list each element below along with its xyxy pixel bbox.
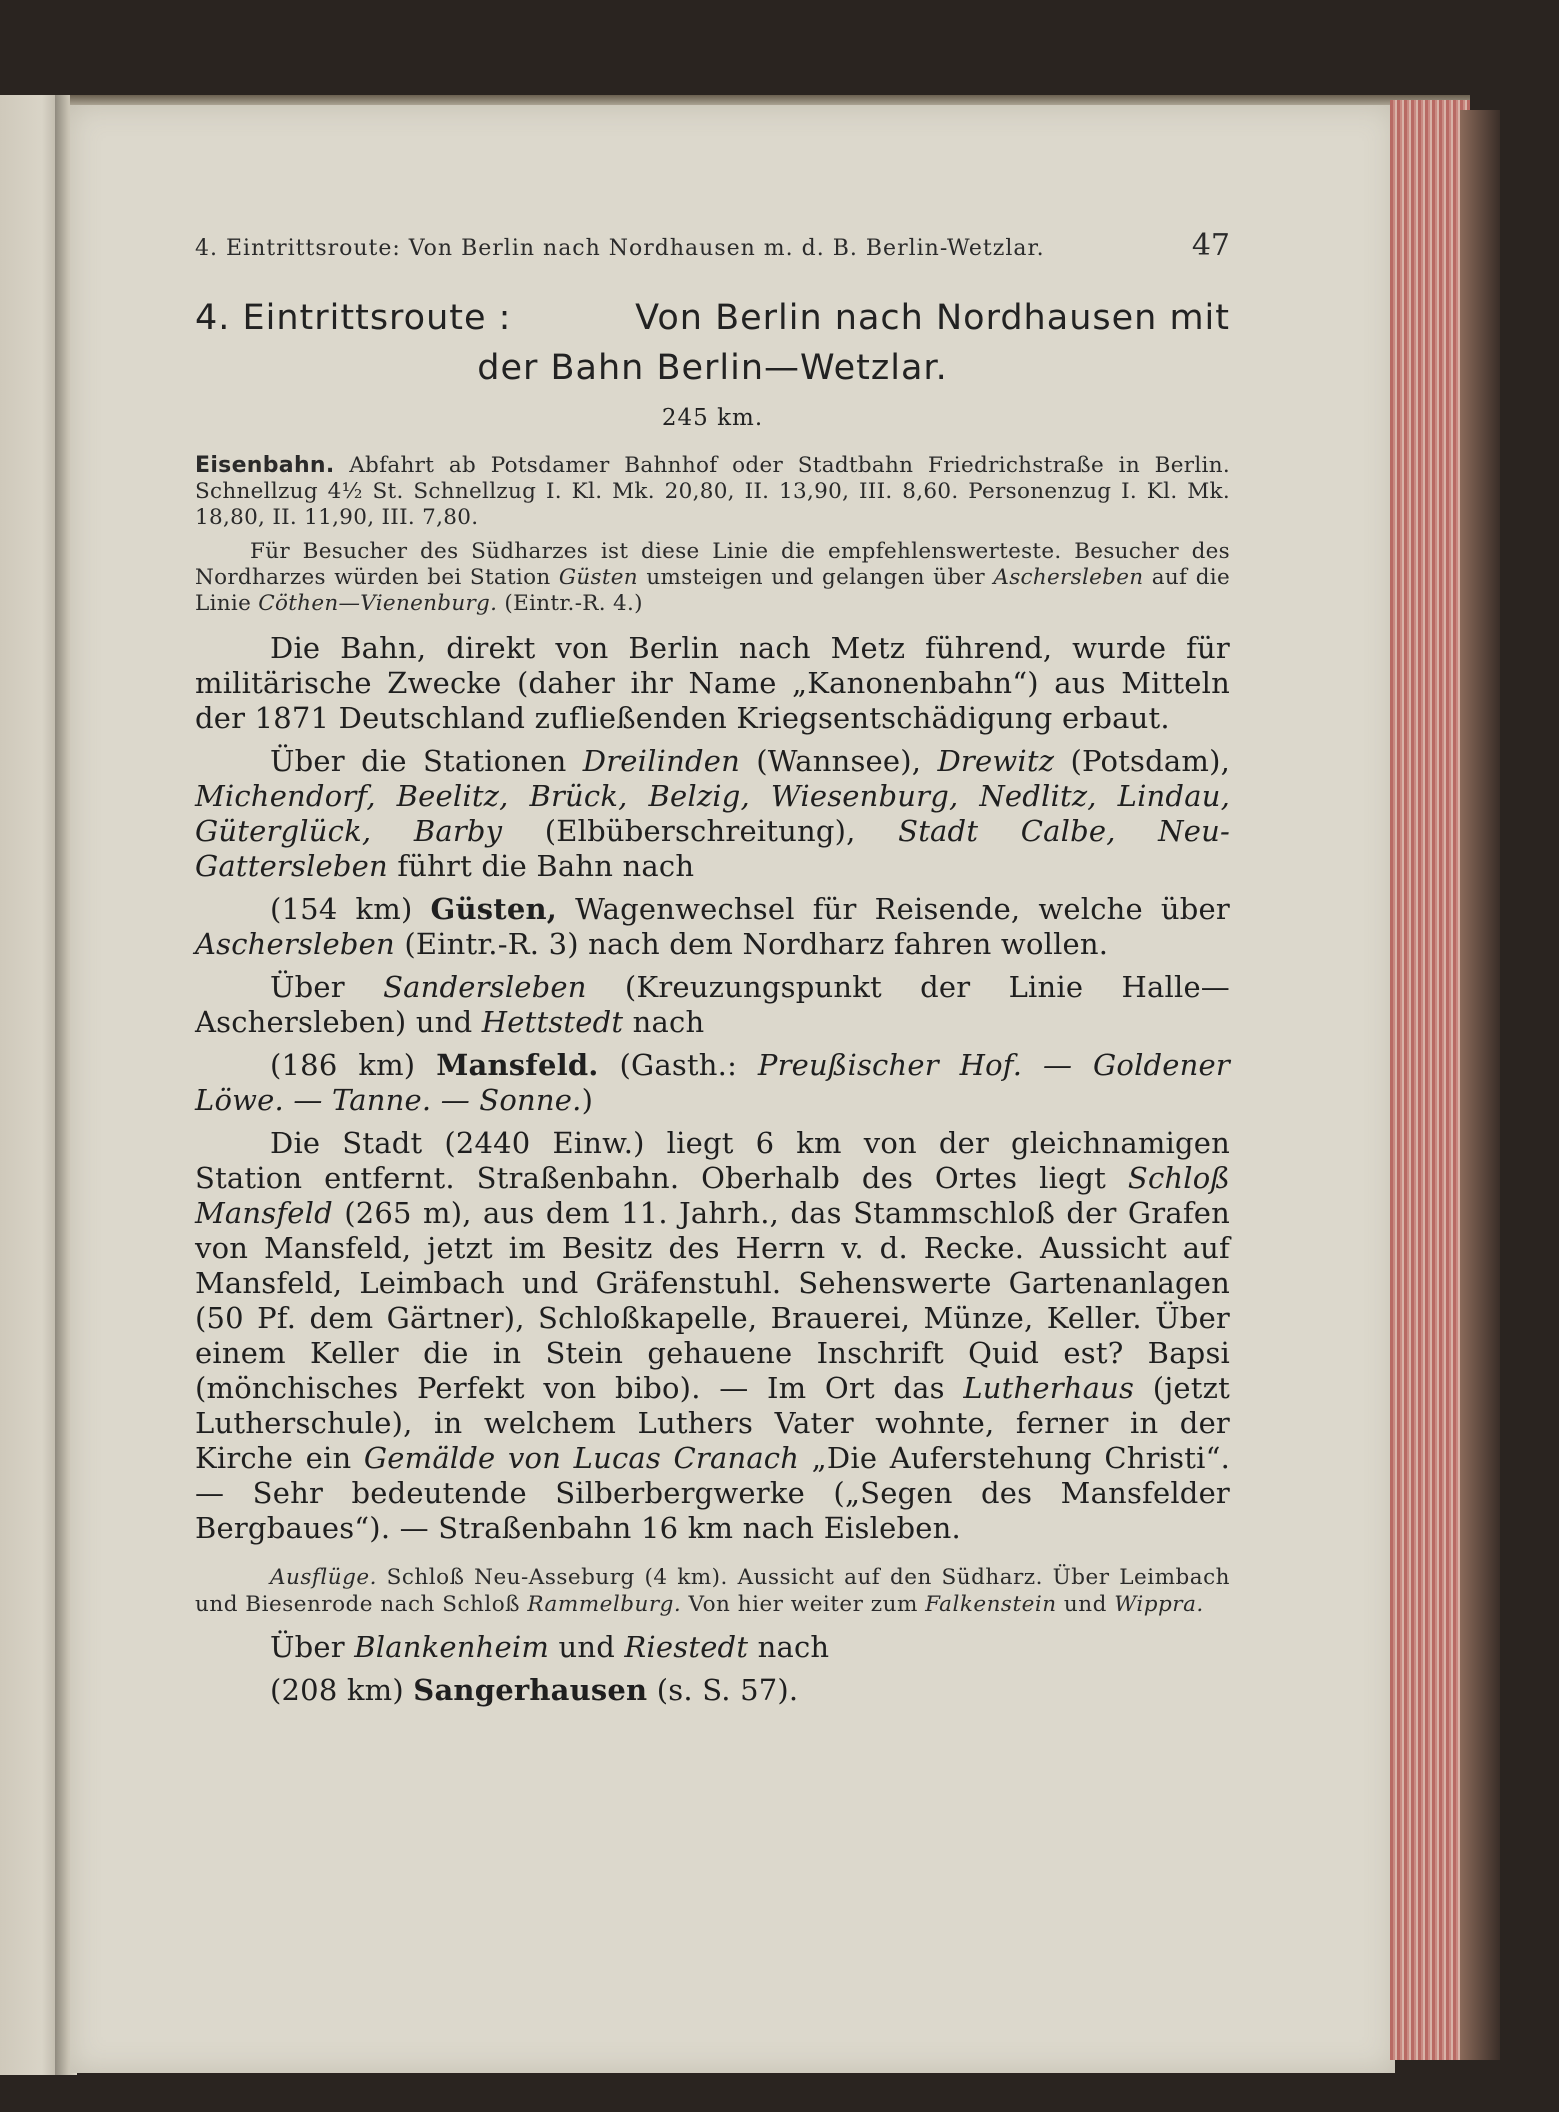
paragraph-blankenheim: Über Blankenheim und Riestedt nach	[270, 1630, 830, 1664]
paragraph-sangerhausen: (208 km) Sangerhausen (s. S. 57).	[270, 1673, 799, 1707]
running-head-title: 4. Eintrittsroute: Von Berlin nach Nordhausen m. d. B. Berlin-Wetzlar.	[195, 236, 1045, 261]
title-line2: der Bahn Berlin—Wetzlar.	[477, 348, 948, 388]
rail-label: Eisenbahn.	[195, 453, 335, 478]
paragraph-gusten: (154 km) Güsten, Wagenwechsel für Reisende, welche über Aschersleben (Eintr.-R. 3) nach dem Nordharz fahren wollen.	[195, 892, 1230, 961]
page-number: 47	[1191, 228, 1230, 263]
title-route: 4. Eintrittsroute :	[195, 298, 512, 338]
paragraph-town: Die Stadt (2440 Einw.) liegt 6 km von der gleichnamigen Station entfernt. Straßenbahn. Oberhalb des Ortes liegt Schloß Mansfeld (265 m), aus dem 11. Jahrh., das Stammschloß der Grafen von Mansfeld, jetzt im Besitz des Herrn v. d. Recke. Aussicht auf Mansfeld, Leimbach und Gräfenstuhl. Sehenswerte Gartenanlagen (50 Pf. dem Gärtner), Schloßkapelle, Brauerei, Münze, Keller. Über einem Keller die in Stein gehauene Inschrift Quid est? Bapsi (mönchisches Perfekt von bibo). — Im Ort das Lutherhaus (jetzt Lutherschule), in welchem Luthers Vater wohnte, ferner in der Kirche ein Gemälde von Lucas Cranach „Die Auferstehung Christi“. — Sehr bedeutende Silberbergwerke („Segen des Mansfelder Bergbaues“). — Straßenbahn 16 km nach Eisleben.	[195, 1126, 1231, 1545]
chapter-title	[195, 293, 1230, 393]
page-edges	[1390, 100, 1470, 2060]
rail-info	[195, 453, 1230, 617]
rail-text: Abfahrt ab Potsdamer Bahnhof oder Stadtbahn Friedrichstraße in Berlin. Schnellzug 4½ St. Schnellzug I. Kl. Mk. 20,80, II. 13,90, III. 8,60. Personenzug I. Kl. Mk. 18,80, II. 11,90, III. 7,80.	[195, 453, 1231, 530]
excursions-note: Ausflüge. Schloß Neu-Asseburg (4 km). Aussicht auf den Südharz. Über Leimbach und Biesenrode nach Schloß Rammelburg. Von hier weiter zum Falkenstein und Wippra.	[195, 1565, 1230, 1617]
paragraph-sandersleben: Über Sandersleben (Kreuzungspunkt der Linie Halle—Aschersleben) und Hettstedt nach	[195, 970, 1230, 1039]
running-head	[195, 228, 1230, 263]
cover-edge	[1460, 110, 1500, 2060]
route-distance: 245 km.	[661, 405, 764, 431]
title-line1: Von Berlin nach Nordhausen mit	[635, 298, 1230, 338]
excursion-label: Ausflüge.	[270, 1565, 377, 1590]
page-content	[195, 228, 1230, 1708]
rail-note: Für Besucher des Südharzes ist diese Linie die empfehlenswerteste. Besucher des Nordharzes würden bei Station Güsten umsteigen und gelangen über Aschersleben auf die Linie Cöthen—Vienenburg. (Eintr.-R. 4.)	[195, 539, 1230, 616]
paragraph-mansfeld: (186 km) Mansfeld. (Gasth.: Preußischer Hof. — Goldener Löwe. — Tanne. — Sonne.)	[195, 1048, 1230, 1117]
paragraph-history: Die Bahn, direkt von Berlin nach Metz führend, wurde für militärische Zwecke (daher ihr Name „Kanonenbahn“) aus Mitteln der 1871 Deutschland zufließenden Kriegsentschädigung erbaut.	[195, 631, 1230, 735]
closing-text	[195, 1630, 1230, 1708]
main-text	[195, 631, 1230, 1546]
paragraph-stations: Über die Stationen Dreilinden (Wannsee), Drewitz (Potsdam), Michendorf, Beelitz, Brück, Belzig, Wiesenburg, Nedlitz, Lindau, Güterglück, Barby (Elbüberschreitung), Stadt Calbe, Neu-Gattersleben führt die Bahn nach	[195, 744, 1231, 883]
